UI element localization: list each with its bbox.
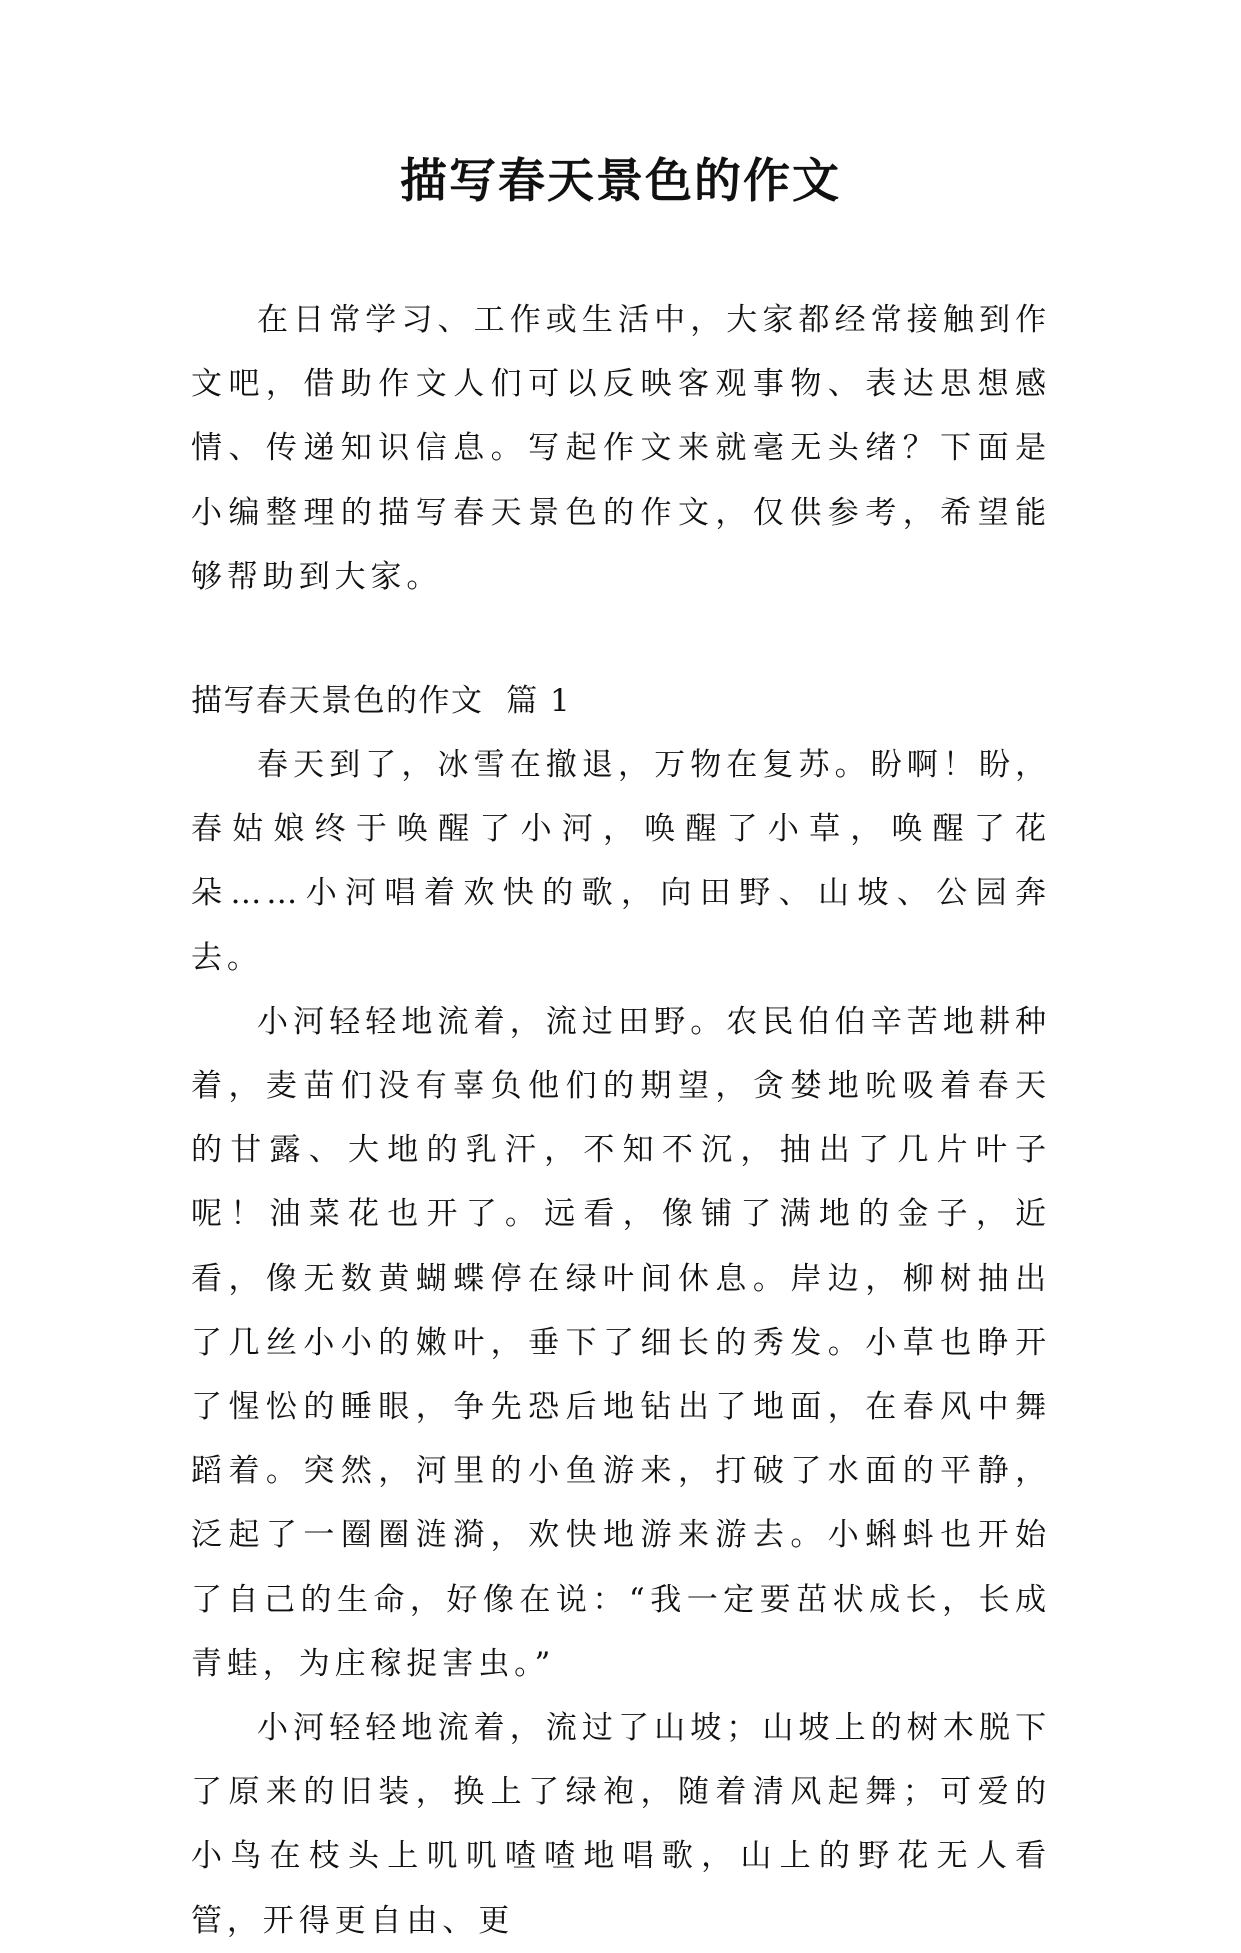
document-body [191,288,1051,1953]
body-paragraph-2: 小河轻轻地流着，流过田野。农民伯伯辛苦地耕种着，麦苗们没有辜负他们的期望，贪婪地吮吸着春天的甘露、大地的乳汗，不知不沉，抽出了几片叶子呢！油菜花也开了。远看，像铺了满地的金子，近看，像无数黄蝴蝶停在绿叶间休息。岸边，柳树抽出了几丝小小的嫩叶，垂下了细长的秀发。小草也睁开了惺忪的睡眼，争先恐后地钻出了地面，在春风中舞蹈着。突然，河里的小鱼游来，打破了水面的平静，泛起了一圈圈涟漪，欢快地游来游去。小蝌蚪也开始了自己的生命，好像在说：“我一定要茁状成长，长成青蛙，为庄稼捉害虫。” [191,1003,1051,1682]
intro-paragraph: 在日常学习、工作或生活中，大家都经常接触到作文吧，借助作文人们可以反映客观事物、表达思想感情、传递知识信息。写起作文来就毫无头绪？下面是小编整理的描写春天景色的作文，仅供参考，希望能够帮助到大家。 [191,302,1051,595]
body-paragraph-3: 小河轻轻地流着，流过了山坡；山坡上的树木脱下了原来的旧装，换上了绿袍，随着清风起舞；可爱的小鸟在枝头上叽叽喳喳地唱歌，山上的野花无人看管，开得更自由、更 [191,1710,1051,1939]
body-paragraph-1: 春天到了，冰雪在撤退，万物在复苏。盼啊！盼，春姑娘终于唤醒了小河，唤醒了小草，唤醒了花朵……小河唱着欢快的歌，向田野、山坡、公园奔去。 [191,747,1051,976]
document-title: 描写春天景色的作文 [400,154,841,209]
section-heading: 描写春天景色的作文 篇 1 [191,683,572,720]
